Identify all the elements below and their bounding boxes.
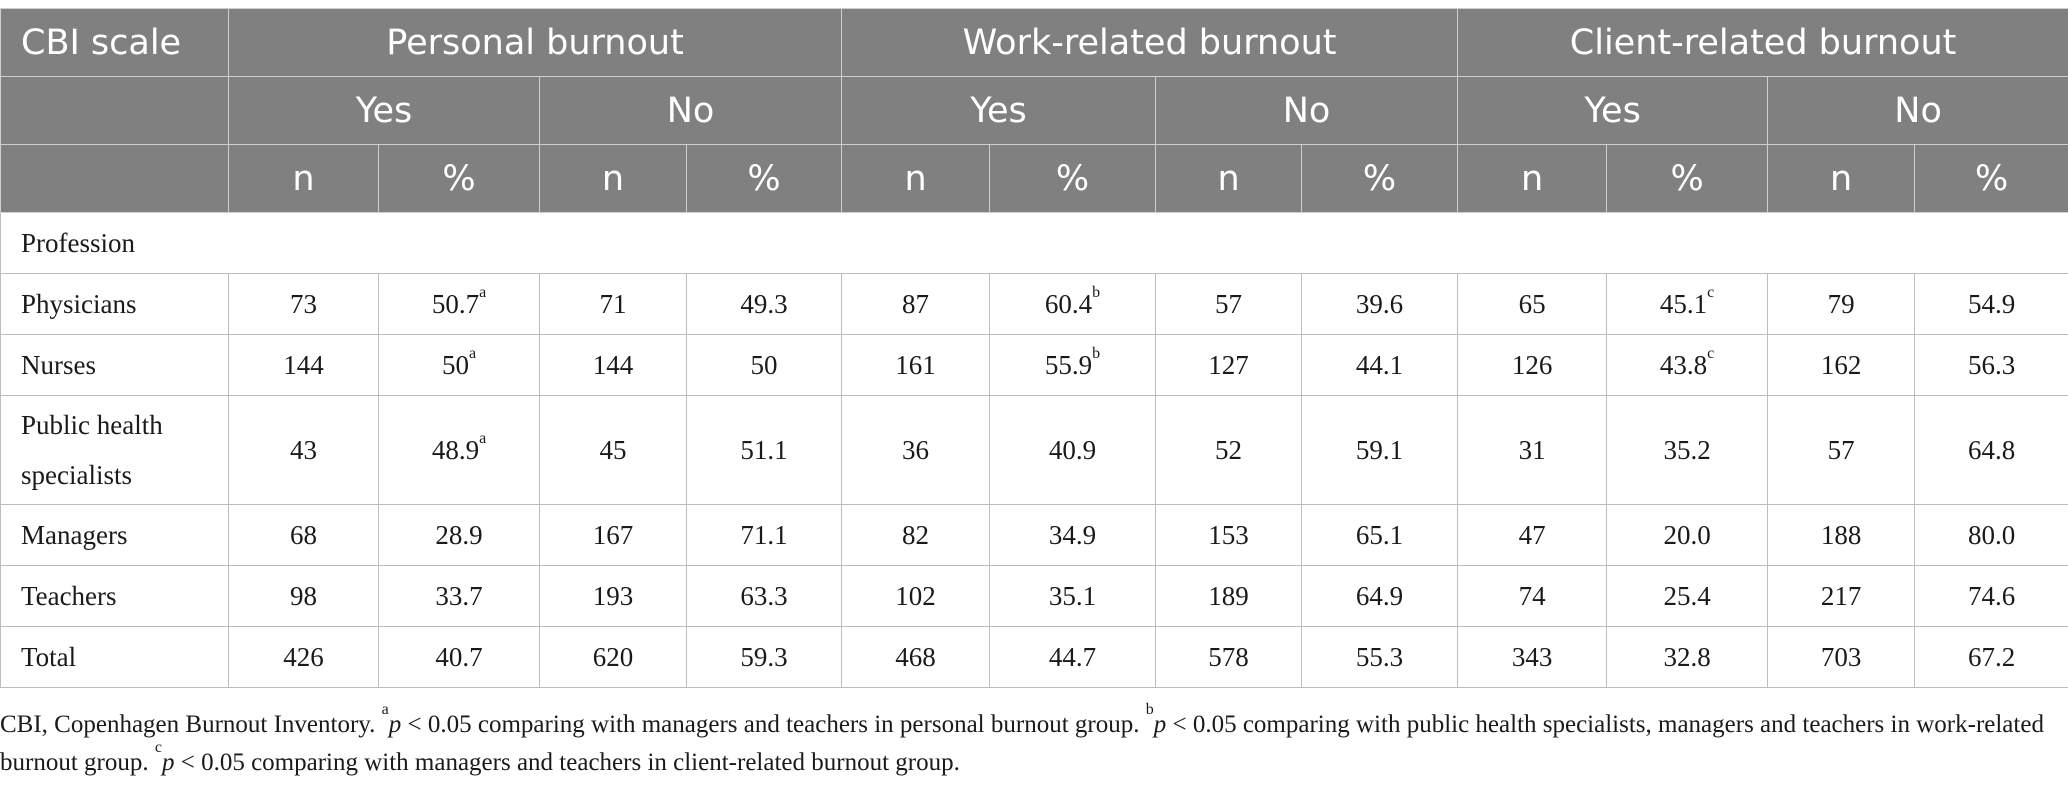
cell-value: 703 <box>1820 641 1862 672</box>
table-cell <box>540 396 687 505</box>
table-cell <box>229 566 379 627</box>
footnote-text: < 0.05 comparing with managers and teachers in client-related burnout group. <box>174 749 960 776</box>
significance-marker: a <box>479 283 487 301</box>
cell-value: 79 <box>1827 288 1855 319</box>
cell-value: 44.7 <box>1048 641 1097 672</box>
cell-value: 144 <box>592 349 634 380</box>
table-cell <box>1915 396 2068 505</box>
cell-value: 620 <box>592 641 634 672</box>
cell-value: 189 <box>1208 580 1249 611</box>
table-cell <box>1768 505 1915 566</box>
header-percent: % <box>1302 145 1458 213</box>
cell-value: 217 <box>1820 580 1862 611</box>
row-label: Teachers <box>1 566 229 627</box>
significance-marker: b <box>1092 344 1101 362</box>
footnote-text: < 0.05 comparing with public health specialists, managers and teachers in work-related burnout group. <box>0 711 2044 776</box>
cell-value: 64.9 <box>1355 580 1404 611</box>
table-row <box>1 274 2068 335</box>
table-cell <box>842 335 990 396</box>
cell-value: 57 <box>1827 434 1855 465</box>
table-cell <box>842 396 990 505</box>
cell-value: 127 <box>1208 349 1249 380</box>
cell-value: 59.3 <box>740 641 788 672</box>
significance-marker: c <box>1707 344 1715 362</box>
cell-value: 55.9 <box>1044 349 1093 380</box>
cell-value: 34.9 <box>1048 519 1097 550</box>
header-n: n <box>540 145 687 213</box>
table-cell <box>990 396 1156 505</box>
header-percent: % <box>687 145 842 213</box>
significance-marker: a <box>468 344 477 362</box>
header-no: No <box>540 77 842 145</box>
footnote-marker: c <box>154 739 162 756</box>
header-yes: Yes <box>229 77 540 145</box>
cell-value: 50 <box>441 349 469 380</box>
cell-value: 45 <box>599 434 627 465</box>
cell-value: 167 <box>592 519 634 550</box>
cell-value: 71 <box>599 288 627 319</box>
table-cell <box>1156 566 1302 627</box>
table-cell <box>990 566 1156 627</box>
cell-value: 48.9 <box>431 434 480 465</box>
table-cell <box>1156 274 1302 335</box>
table-cell <box>842 627 990 688</box>
header-percent: % <box>990 145 1156 213</box>
header-yes: Yes <box>1458 77 1768 145</box>
cell-value: 162 <box>1820 349 1862 380</box>
header-empty <box>1 145 229 213</box>
header-yes: Yes <box>842 77 1156 145</box>
header-no: No <box>1156 77 1458 145</box>
table-cell <box>1915 566 2068 627</box>
cell-value: 28.9 <box>435 519 483 550</box>
cell-value: 44.1 <box>1355 349 1404 380</box>
table-cell <box>1458 396 1607 505</box>
table-cell <box>1458 505 1607 566</box>
table-cell <box>1768 274 1915 335</box>
cell-value: 45.1 <box>1659 288 1708 319</box>
cell-value: 71.1 <box>740 519 788 550</box>
cell-value: 52 <box>1215 434 1243 465</box>
cell-value: 40.9 <box>1048 434 1097 465</box>
cell-value: 193 <box>592 580 634 611</box>
row-label: Nurses <box>1 335 229 396</box>
cell-value: 56.3 <box>1967 349 2016 380</box>
table-cell <box>1607 627 1768 688</box>
table-cell <box>842 566 990 627</box>
footnote-intro: CBI, Copenhagen Burnout Inventory. <box>0 711 376 738</box>
cell-value: 57 <box>1215 288 1243 319</box>
table-row <box>1 627 2068 688</box>
cell-value: 161 <box>895 349 936 380</box>
table-cell <box>1156 505 1302 566</box>
table-cell <box>1768 335 1915 396</box>
table-cell <box>1302 627 1458 688</box>
cell-value: 468 <box>895 641 936 672</box>
cell-value: 67.2 <box>1967 641 2016 672</box>
cell-value: 126 <box>1511 349 1553 380</box>
table-cell <box>1156 627 1302 688</box>
footnote-p: p <box>161 749 175 776</box>
significance-marker: a <box>479 429 487 447</box>
table-cell <box>540 335 687 396</box>
table-cell <box>1458 627 1607 688</box>
cell-value: 25.4 <box>1663 580 1711 611</box>
table-cell <box>1156 335 1302 396</box>
header-group-client: Client-related burnout <box>1458 9 2068 77</box>
cell-value: 60.4 <box>1044 288 1093 319</box>
cell-value: 47 <box>1518 519 1546 550</box>
cell-value: 32.8 <box>1663 641 1711 672</box>
cell-value: 35.2 <box>1663 434 1711 465</box>
table-cell <box>540 274 687 335</box>
row-label: Physicians <box>1 274 229 335</box>
table-cell <box>540 566 687 627</box>
header-group-work: Work-related burnout <box>842 9 1458 77</box>
table-cell <box>1607 335 1768 396</box>
table-cell <box>540 627 687 688</box>
table-cell <box>990 335 1156 396</box>
cell-value: 188 <box>1820 519 1862 550</box>
table-cell <box>1156 396 1302 505</box>
table-header <box>1 9 2068 213</box>
header-n: n <box>1458 145 1607 213</box>
header-empty <box>1 77 229 145</box>
table-cell <box>1302 335 1458 396</box>
cell-value: 20.0 <box>1663 519 1711 550</box>
cell-value: 36 <box>902 434 930 465</box>
cell-value: 144 <box>283 349 324 380</box>
table-cell <box>1302 566 1458 627</box>
table-cell <box>1607 396 1768 505</box>
cell-value: 39.6 <box>1355 288 1404 319</box>
cell-value: 343 <box>1511 641 1553 672</box>
cell-value: 73 <box>290 288 317 319</box>
cell-value: 64.8 <box>1967 434 2016 465</box>
table-cell <box>1458 274 1607 335</box>
table-cell <box>1607 566 1768 627</box>
table-cell <box>1607 505 1768 566</box>
cell-value: 31 <box>1518 434 1546 465</box>
table-cell <box>379 505 540 566</box>
table-cell <box>379 335 540 396</box>
header-n: n <box>1768 145 1915 213</box>
cell-value: 43.8 <box>1659 349 1708 380</box>
table-row <box>1 396 2068 505</box>
cell-value: 65 <box>1518 288 1546 319</box>
table-cell <box>1458 335 1607 396</box>
table-cell <box>990 627 1156 688</box>
header-no: No <box>1768 77 2068 145</box>
table-cell <box>229 335 379 396</box>
row-label: Public health specialists <box>1 396 229 505</box>
footnote-text: < 0.05 comparing with managers and teachers in personal burnout group. <box>401 711 1140 738</box>
header-corner: CBI scale <box>1 9 229 77</box>
cell-value: 63.3 <box>740 580 788 611</box>
table-cell <box>379 274 540 335</box>
footnote-p: p <box>1153 711 1167 738</box>
cell-value: 51.1 <box>740 434 788 465</box>
cell-value: 54.9 <box>1967 288 2016 319</box>
header-n: n <box>1156 145 1302 213</box>
cell-value: 65.1 <box>1355 519 1404 550</box>
header-group-personal: Personal burnout <box>229 9 842 77</box>
cell-value: 43 <box>290 434 317 465</box>
cell-value: 74.6 <box>1967 580 2016 611</box>
cell-value: 87 <box>902 288 930 319</box>
table-row <box>1 566 2068 627</box>
footnote-marker: a <box>381 701 389 718</box>
table-cell <box>379 627 540 688</box>
cell-value: 102 <box>895 580 936 611</box>
table-cell <box>1915 274 2068 335</box>
cell-value: 74 <box>1518 580 1546 611</box>
cell-value: 50 <box>750 349 778 380</box>
cell-value: 55.3 <box>1355 641 1404 672</box>
table-row <box>1 335 2068 396</box>
table-cell <box>687 566 842 627</box>
cell-value: 426 <box>283 641 324 672</box>
footnote-p: p <box>388 711 402 738</box>
cell-value: 49.3 <box>740 288 788 319</box>
header-percent: % <box>379 145 540 213</box>
cell-value: 33.7 <box>435 580 483 611</box>
table-cell <box>1768 396 1915 505</box>
table-cell <box>990 274 1156 335</box>
header-n: n <box>229 145 379 213</box>
table-cell <box>687 396 842 505</box>
table-cell <box>1768 627 1915 688</box>
table-cell <box>990 505 1156 566</box>
cell-value: 153 <box>1208 519 1249 550</box>
table-cell <box>1915 627 2068 688</box>
table-cell <box>687 505 842 566</box>
table-cell <box>1915 505 2068 566</box>
table-cell <box>687 627 842 688</box>
significance-marker: c <box>1707 283 1715 301</box>
header-percent: % <box>1607 145 1768 213</box>
cell-value: 59.1 <box>1355 434 1404 465</box>
cell-value: 40.7 <box>435 641 483 672</box>
table-cell <box>1607 274 1768 335</box>
cell-value: 68 <box>290 519 317 550</box>
table-cell <box>842 274 990 335</box>
table-row <box>1 505 2068 566</box>
row-label: Total <box>1 627 229 688</box>
significance-marker: b <box>1092 283 1101 301</box>
cell-value: 50.7 <box>431 288 480 319</box>
table-cell <box>842 505 990 566</box>
table-cell <box>229 627 379 688</box>
cell-value: 80.0 <box>1967 519 2016 550</box>
table-cell <box>379 396 540 505</box>
header-n: n <box>842 145 990 213</box>
table-cell <box>229 505 379 566</box>
cell-value: 82 <box>902 519 930 550</box>
table-cell <box>379 566 540 627</box>
table-cell <box>1302 505 1458 566</box>
table-cell <box>1458 566 1607 627</box>
table-cell <box>229 274 379 335</box>
cell-value: 578 <box>1208 641 1249 672</box>
table-cell <box>229 396 379 505</box>
cell-value: 35.1 <box>1048 580 1097 611</box>
table-cell <box>1915 335 2068 396</box>
cell-value: 98 <box>290 580 317 611</box>
table-footnote <box>0 701 2060 782</box>
footnote-marker: b <box>1145 701 1154 718</box>
table-cell <box>1302 396 1458 505</box>
section-label: Profession <box>1 213 2068 274</box>
table-cell <box>687 335 842 396</box>
table-cell <box>687 274 842 335</box>
table-cell <box>1768 566 1915 627</box>
burnout-table <box>0 8 2068 688</box>
row-label: Managers <box>1 505 229 566</box>
table-body <box>1 213 2068 688</box>
table-cell <box>540 505 687 566</box>
header-percent: % <box>1915 145 2068 213</box>
table-cell <box>1302 274 1458 335</box>
